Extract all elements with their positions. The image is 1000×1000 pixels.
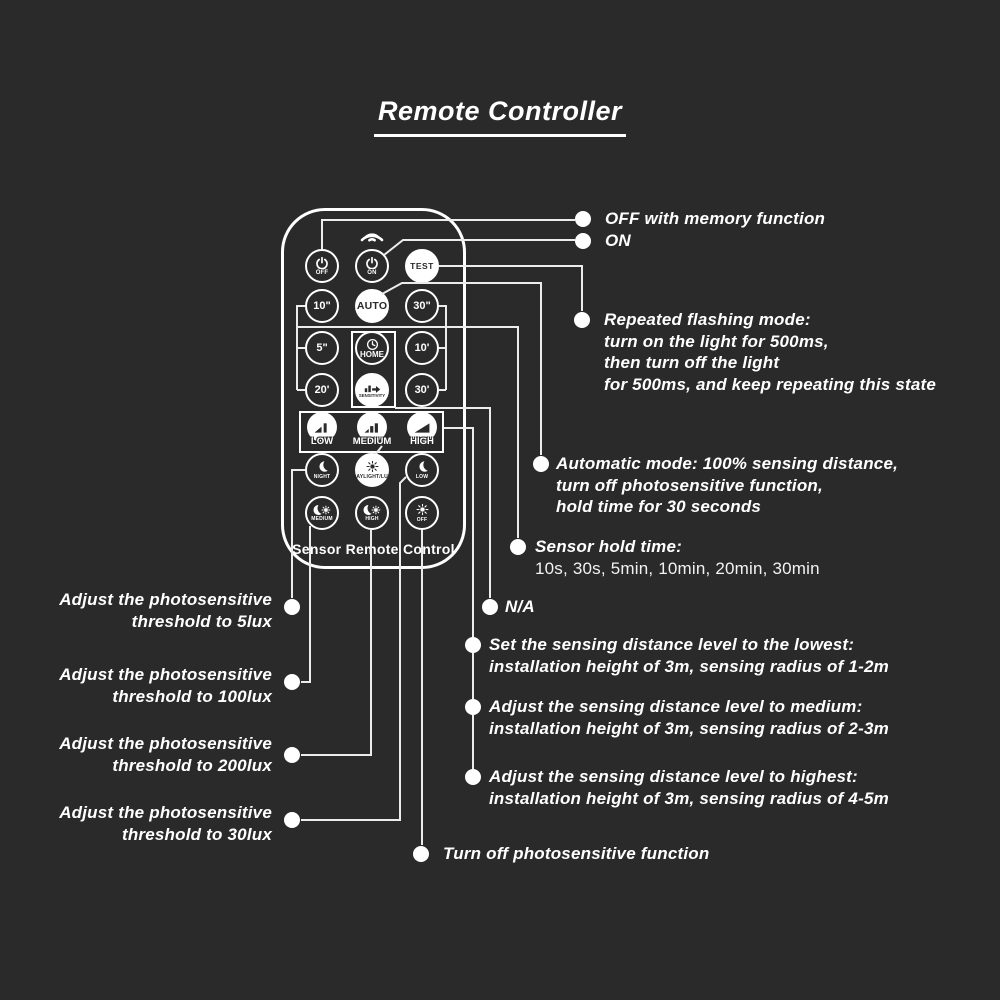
high-ramp-icon — [413, 421, 431, 434]
dot-off-memory — [575, 211, 591, 227]
sensitivity-button — [355, 373, 389, 407]
clock-icon — [366, 338, 379, 351]
auto-button-label: AUTO — [356, 299, 388, 312]
annotation-off-memory: OFF with memory function — [605, 209, 826, 228]
photo-off-label: OFF — [416, 516, 428, 523]
home-button-label: HOME — [360, 349, 384, 359]
wire-test — [439, 266, 582, 311]
annotation-flashing-mode: Repeated flashing mode: turn on the light for 500ms, then turn off the light for 500ms, and keep repeating this state — [604, 310, 937, 394]
sun-icon — [365, 460, 380, 473]
moon-icon — [316, 460, 329, 473]
dot-medium-dist — [465, 699, 481, 715]
dot-30lux — [284, 812, 300, 828]
timer-10m-label: 10' — [414, 341, 430, 354]
dot-5lux — [284, 599, 300, 615]
annotation-automatic-mode: Automatic mode: 100% sensing distance, turn off photosensitive function, hold time for 30 seconds — [556, 454, 899, 516]
distance-low-label: LOW — [310, 436, 334, 447]
photo-daylight-button — [352, 453, 392, 487]
wire-on — [384, 240, 575, 255]
wire-distance-levels — [444, 428, 473, 777]
photo-daylight-label: DAYLIGHT/LUX — [352, 473, 392, 480]
wire-right-bracket — [439, 306, 446, 390]
low-bars-icon — [313, 421, 331, 434]
dot-on — [575, 233, 591, 249]
photo-low-label: LOW — [415, 473, 429, 480]
annotation-100lux: Adjust the photosensitive threshold to 100lux — [59, 665, 272, 706]
annotation-na: N/A — [505, 597, 535, 616]
moon-sun-icon — [362, 504, 382, 516]
home-button — [355, 331, 389, 365]
annotation-5lux: Adjust the photosensitive threshold to 5lux — [59, 590, 272, 631]
dot-turn-off-photo — [413, 846, 429, 862]
annotation-distance-highest: Adjust the sensing distance level to highest: installation height of 3m, sensing radius of 4-5m — [489, 767, 889, 808]
annotation-30lux: Adjust the photosensitive threshold to 30lux — [59, 803, 272, 844]
sensitivity-icon — [364, 382, 381, 393]
page-title: Remote Controller — [0, 96, 1000, 137]
medium-bars-icon — [363, 421, 381, 434]
wire-high-200lux — [301, 530, 371, 755]
annotation-distance-medium: Adjust the sensing distance level to medium: installation height of 3m, sensing radius of 2-3m — [489, 697, 889, 738]
on-button-label: ON — [367, 269, 377, 276]
distance-high-label: HIGH — [410, 436, 434, 447]
wire-night-5lux — [292, 470, 305, 598]
wire-left-bracket — [297, 306, 305, 390]
timer-30m-label: 30' — [414, 383, 430, 396]
sensitivity-button-label: SENSITIVITY — [358, 392, 386, 398]
photo-high-button — [355, 496, 389, 530]
dot-lowest — [465, 637, 481, 653]
dot-flashing — [574, 312, 590, 328]
wire-medium-100lux — [301, 526, 310, 682]
photo-night-button — [305, 453, 339, 487]
distance-medium-label: MEDIUM — [352, 436, 392, 447]
annotation-hold-time: Sensor hold time: 10s, 30s, 5min, 10min, 20min, 30min — [535, 537, 820, 578]
dot-200lux — [284, 747, 300, 763]
test-button-label: TEST — [410, 260, 434, 271]
off-button-label: OFF — [315, 269, 329, 276]
dot-100lux — [284, 674, 300, 690]
timer-20m-label: 20' — [314, 383, 330, 396]
photo-medium-label: MEDIUM — [311, 516, 333, 523]
photo-low-button — [405, 453, 439, 487]
sun-icon — [415, 503, 430, 516]
annotation-turn-off-photo: Turn off photosensitive function — [443, 844, 710, 863]
timer-10s-label: 10" — [313, 299, 331, 312]
dot-hold-time — [510, 539, 526, 555]
photo-high-label: HIGH — [365, 516, 379, 523]
moon-sun-icon — [312, 504, 332, 516]
annotation-distance-lowest: Set the sensing distance level to the lowest: installation height of 3m, sensing radius of 1-2m — [489, 635, 889, 676]
annotation-200lux: Adjust the photosensitive threshold to 200lux — [59, 734, 272, 775]
dot-na — [482, 599, 498, 615]
moon-icon — [416, 460, 429, 473]
annotation-on: ON — [605, 231, 631, 250]
dot-automatic — [533, 456, 549, 472]
photo-medium-button — [305, 496, 339, 530]
timer-5-label: 5" — [316, 341, 328, 354]
wifi-icon — [356, 224, 388, 244]
timer-30s-label: 30" — [413, 299, 431, 312]
dot-highest — [465, 769, 481, 785]
photo-night-label: NIGHT — [313, 473, 331, 480]
remote-footer-label: Sensor Remote Control — [292, 541, 455, 557]
photo-off-button — [405, 496, 439, 530]
